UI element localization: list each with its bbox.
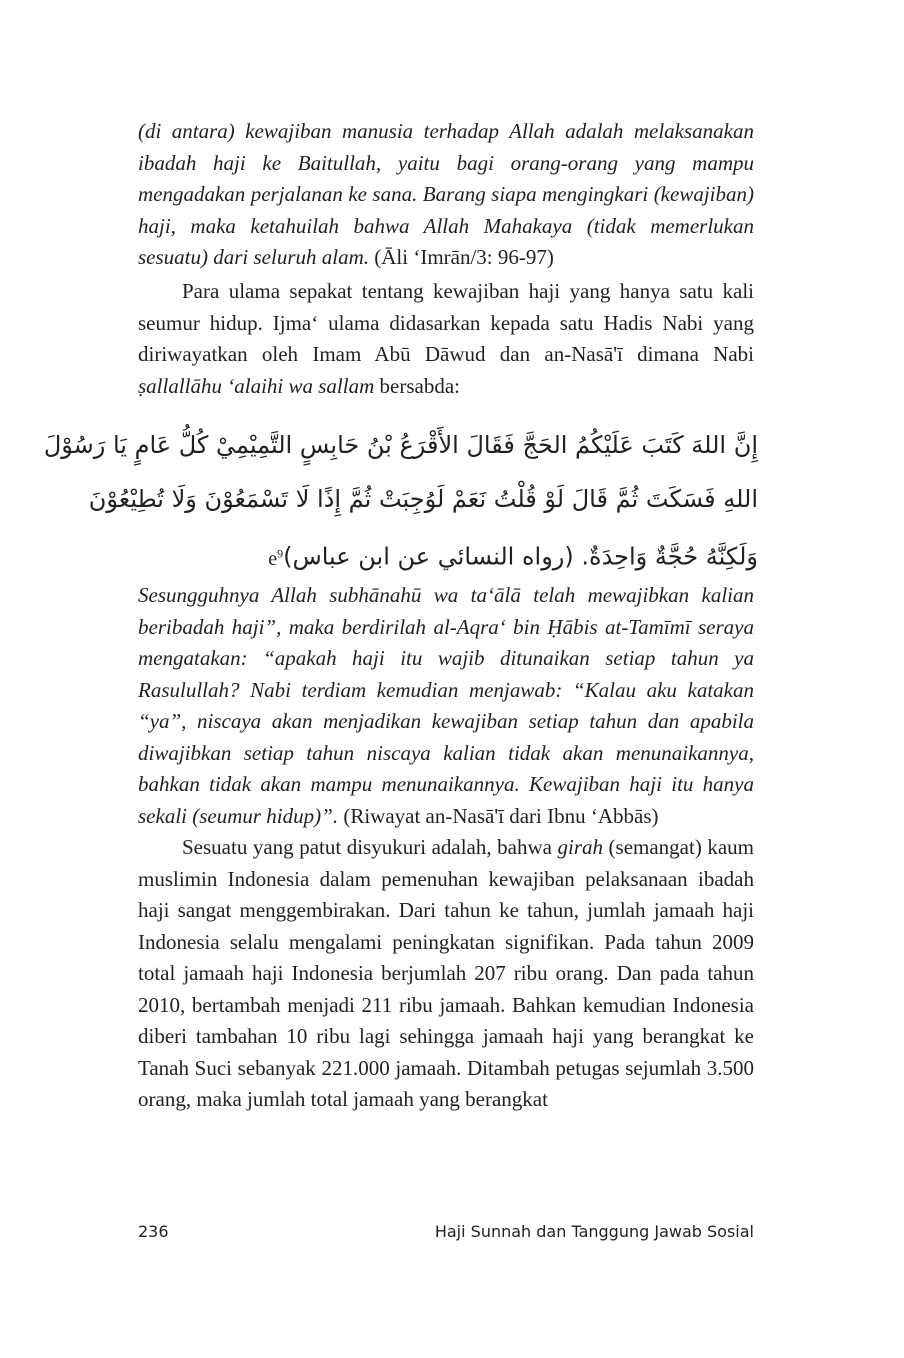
hadith-line-3-text: وَلَكِنَّهُ حُجَّةٌ وَاحِدَةٌ. (رواه النسائي عن ابن عباس)	[283, 542, 758, 571]
quote-italic-text: (di antara) kewajiban manusia terhadap Allah adalah melaksanakan ibadah haji ke Baitullah, yaitu bagi orang-orang yang mampu mengadakan perjalanan ke sana. Barang siapa mengingkari (kewajiban) haji, maka ketahuilah bahwa Allah Mahakaya (tidak memerlukan sesuatu) dari seluruh alam.	[138, 119, 754, 269]
paragraph1-tail: bersabda:	[374, 373, 460, 398]
hadith-translation	[138, 580, 754, 832]
paragraph-ulama-consensus	[138, 276, 754, 402]
footnote-number: 9	[277, 546, 284, 560]
footnote-letter: e	[268, 547, 278, 570]
paragraph2-before: Sesuatu yang patut disyukuri adalah, bahwa	[182, 835, 558, 859]
hadith-line-2: اللهِ فَسَكَتَ ثُمَّ قَالَ لَوْ قُلْتُ نَعَمْ لَوُجِبَتْ ثُمَّ إِذًا لَا تَسْمَعُوْنَ وَلَا تُطِيْعُوْنَ	[88, 485, 758, 513]
footnote-marker	[268, 548, 283, 570]
running-title: Haji Sunnah dan Tanggung Jawab Sosial	[434, 1222, 754, 1241]
page-number: 236	[138, 1222, 169, 1241]
hadith-arabic-text	[43, 418, 758, 586]
translation-reference: (Riwayat an-Nasā'ī dari Ibnu ‘Abbās)	[338, 803, 659, 828]
quote-reference: (Āli ‘Imrān/3: 96-97)	[369, 245, 554, 269]
hadith-line-3	[132, 526, 758, 586]
paragraph2-italic: girah	[557, 835, 603, 859]
hadith-line-1: إِنَّ اللهَ كَتَبَ عَلَيْكُمُ الحَجَّ فَقَالَ الأَقْرَعُ بْنُ حَابِسٍ التَّمِيْمِيْ كُلُّ عَامٍ يَا رَسُوْلَ	[43, 431, 758, 459]
translation-italic-text: Sesungguhnya Allah subhānahū wa ta‘ālā telah mewajibkan kalian beribadah haji”, maka berdirilah al-Aqra‘ bin Ḥābis at-Tamīmī seraya mengatakan: “apakah haji itu wajib ditunaikan setiap tahun ya Rasulullah? Nabi terdiam kemudian menjawab: “Kalau aku katakan “ya”, niscaya akan menjadikan kewajiban setiap tahun dan apabila diwajibkan setiap tahun niscaya kalian tidak akan menunaikannya, bahkan tidak akan mampu menunaikannya. Kewajiban haji itu hanya sekali (seumur hidup)”.	[138, 583, 754, 828]
paragraph-hajj-statistics	[138, 832, 754, 1116]
paragraph1-italic: ṣallallāhu ‘alaihi wa sallam	[138, 373, 375, 398]
quran-translation-quote	[138, 116, 754, 274]
paragraph2-after: (semangat) kaum muslimin Indonesia dalam pemenuhan kewajiban pelaksanaan ibadah haji sangat menggembirakan. Dari tahun ke tahun, jumlah jamaah haji Indonesia selalu mengalami peningkatan signifikan. Pada tahun 2009 total jamaah haji Indonesia berjumlah 207 ribu orang. Dan pada tahun 2010, bertambah menjadi 211 ribu jamaah. Bahkan kemudian Indonesia diberi tambahan 10 ribu lagi sehingga jamaah haji yang berangkat ke Tanah Suci sebanyak 221.000 jamaah. Ditambah petugas sejumlah 3.500 orang, maka jumlah total jamaah yang berangkat	[138, 835, 754, 1111]
paragraph1-text: Para ulama sepakat tentang kewajiban haji yang hanya satu kali seumur hidup. Ijma‘ ulama didasarkan kepada satu Hadis Nabi yang diriwayatkan oleh Imam Abū Dāwud dan an-Nasā'ī dimana Nabi	[138, 279, 754, 366]
